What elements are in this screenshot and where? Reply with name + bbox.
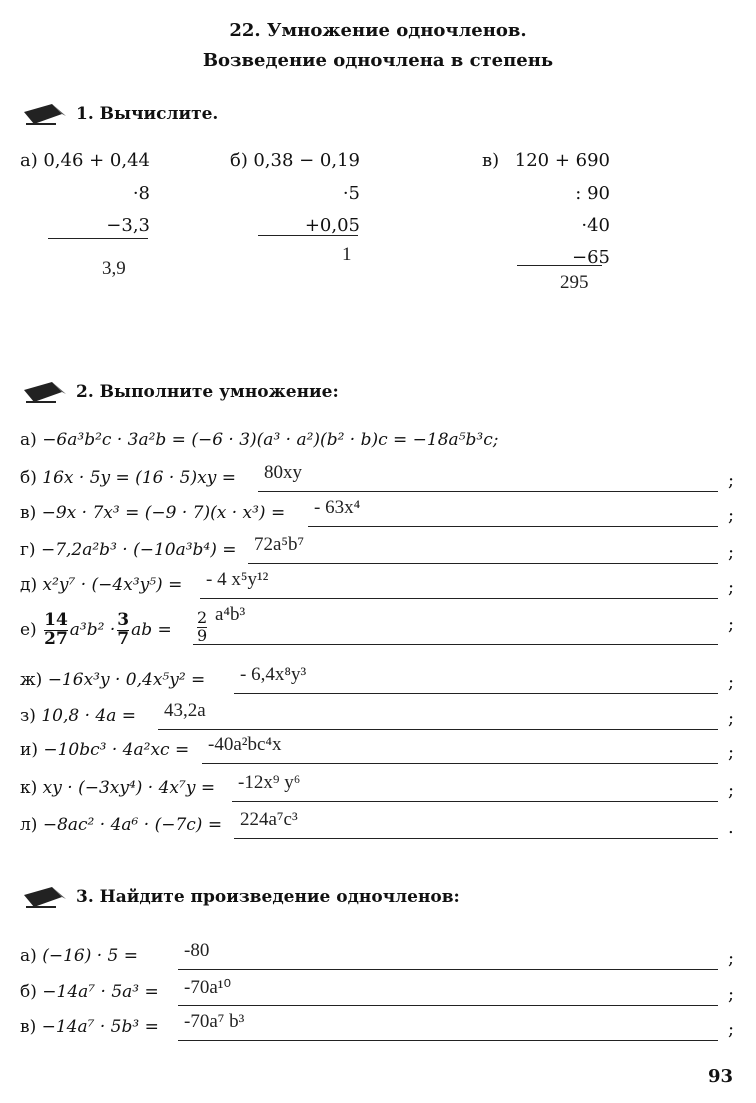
line-end-punctuation: ; [728,708,735,729]
item-label: в) [20,1017,37,1037]
answer-value: a⁴b³ [215,604,246,625]
answer-fraction [197,610,207,645]
expression-part: ab = [131,619,172,640]
item-label: ж) [20,670,43,690]
exercise-item [20,468,236,488]
answer-value: -12x⁹ y⁶ [238,772,301,793]
answer-value: 72a⁵b⁷ [254,534,305,555]
answer-value: - 63x⁴ [314,497,361,518]
exercise-item [20,946,138,966]
answer-value: -40a²bc⁴x [208,734,282,755]
answer-value: -70a⁷ b³ [184,1011,245,1032]
answer-line [232,801,718,802]
denominator: 7 [117,628,130,649]
answer-line [200,598,718,599]
item-label: а) [20,430,37,450]
fraction [117,612,129,649]
section-2-header [22,380,339,404]
item-label: д) [20,575,38,595]
pencil-icon [22,885,68,909]
numerator: 3 [117,610,130,630]
item-label: з) [20,706,36,726]
expression: (−16) · 5 = [42,946,139,966]
item-label: е) [20,619,37,640]
pencil-icon [22,102,68,126]
calc-step: 120 + 690 [514,150,610,171]
section-header-text: 1. Вычислите. [76,104,219,124]
calc-step: −65 [572,247,610,268]
answer-value: 1 [342,244,352,265]
numerator: 2 [197,608,208,627]
item-label: б) [20,982,37,1002]
item-label: в) [20,503,37,523]
answer-line [178,969,718,970]
column-label: в) [482,150,500,171]
answer-value: 43,2a [164,700,206,721]
page-number: 93 [708,1066,734,1087]
expression: 10,8 · 4a = [41,706,136,726]
calc-step: : 90 [575,183,610,204]
answer-line [202,763,718,764]
exercise-item [20,982,159,1002]
line-end-punctuation: ; [728,505,735,526]
answer-value: 224a⁷c³ [240,809,298,830]
denominator: 27 [44,628,68,649]
item-label: а) [20,946,37,966]
answer-line [308,526,718,527]
section-header-text: 2. Выполните умножение: [76,382,339,402]
answer-value: - 4 x⁵y¹² [206,569,269,590]
line-end-punctuation: ; [728,742,735,763]
page-title: 22. Умножение одночленов. [229,20,527,41]
line-end-punctuation: ; [728,672,735,693]
answer-line [248,563,718,564]
fraction [44,612,68,649]
answer-line [234,838,718,839]
section-3-header [22,885,460,909]
item-label: б) [20,468,37,488]
calc-step: ·40 [581,215,610,236]
expression: −14a⁷ · 5b³ = [41,1017,159,1037]
answer-line [48,238,148,239]
exercise-item [20,575,182,595]
answer-value: 80xy [264,462,302,483]
answer-value: 3,9 [102,258,126,279]
answer-line [178,1040,718,1041]
pencil-icon [22,380,68,404]
expression: −9x · 7x³ = (−9 · 7)(x · x³) = [41,503,286,523]
numerator: 14 [44,610,68,630]
exercise-item [20,540,237,560]
answer-line [193,644,718,645]
expression: −16x³y · 0,4x⁵y² = [47,670,206,690]
exercise-item [20,670,205,690]
exercise-item [20,815,222,835]
page-subtitle: Возведение одночлена в степень [202,50,554,71]
answer-value: - 6,4x⁸y³ [240,664,307,685]
line-end-punctuation: ; [728,614,735,635]
answer-line [258,235,358,236]
section-header-text: 3. Найдите произведение одночленов: [76,887,460,907]
item-label: л) [20,815,38,835]
calc-step: ·8 [132,183,150,204]
section-1-header [22,102,218,126]
exercise-item [20,778,215,798]
expression: −8ac² · 4a⁶ · (−7c) = [42,815,223,835]
exercise-item [20,430,498,450]
line-end-punctuation: ; [728,470,735,491]
calc-step: 0,46 + 0,44 [43,150,150,171]
exercise-item [20,503,285,523]
expression: x²y⁷ · (−4x³y⁵) = [42,575,183,595]
answer-line [258,491,718,492]
line-end-punctuation: ; [728,542,735,563]
expression: −14a⁷ · 5a³ = [42,982,159,1002]
line-end-punctuation: ; [728,984,735,1005]
expression: xy · (−3xy⁴) · 4x⁷y = [42,778,216,798]
column-label: б) [230,150,248,171]
answer-line [178,1005,718,1006]
answer-value: -80 [184,940,210,961]
line-end-punctuation: ; [728,1019,735,1040]
answer-value: 295 [560,272,589,293]
line-end-punctuation: . [728,817,734,838]
denominator: 9 [197,625,208,645]
item-label: и) [20,740,38,760]
exercise-item [20,612,172,649]
line-end-punctuation: ; [728,577,735,598]
expression: 16x · 5y = (16 · 5)xy = [42,468,236,488]
calc-step: 0,38 − 0,19 [253,150,360,171]
exercise-item [20,740,189,760]
expression-part: a³b² · [69,619,116,640]
expression: −10bc³ · 4a²xc = [43,740,190,760]
line-end-punctuation: ; [728,780,735,801]
answer-line [517,265,602,266]
calc-step: −3,3 [106,215,150,236]
answer-line [234,693,718,694]
calc-step: ·5 [342,183,360,204]
item-label: г) [20,540,36,560]
expression: −6a³b²c · 3a²b = (−6 · 3)(a³ · a²)(b² · b)c = −18a⁵b³c; [42,430,499,450]
column-label: а) [20,150,38,171]
answer-value: -70a¹⁰ [184,977,232,998]
item-label: к) [20,778,38,798]
line-end-punctuation: ; [728,948,735,969]
expression: −7,2a²b³ · (−10a³b⁴) = [40,540,237,560]
answer-line [158,729,718,730]
exercise-item [20,706,136,726]
exercise-item [20,1017,159,1037]
calc-step: +0,05 [304,215,360,236]
